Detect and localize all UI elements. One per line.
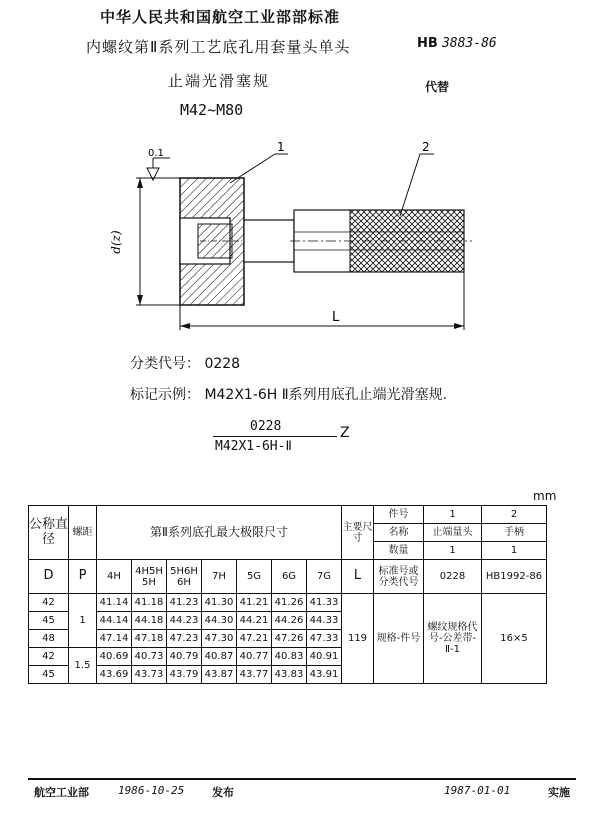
table-cell: 47.30 — [202, 630, 237, 648]
formula-denominator: M42X1-6H-Ⅱ — [215, 439, 292, 454]
header-std: 标准号或分类代号 — [374, 560, 424, 594]
table-cell: 44.23 — [167, 612, 202, 630]
tol-col: 4H5H 5H — [132, 560, 167, 594]
symbol-P: P — [69, 560, 97, 594]
title-line-2: 止端光滑塞规 — [168, 72, 271, 90]
spec-note: 规格-件号 — [374, 594, 424, 684]
table-cell: 44.14 — [97, 612, 132, 630]
table-cell: 41.21 — [237, 594, 272, 612]
header-qty: 数量 — [374, 542, 424, 560]
table-cell: 43.87 — [202, 666, 237, 684]
callout-1: 1 — [277, 140, 285, 154]
std-1: 0228 — [424, 560, 482, 594]
part-2: 2 — [482, 506, 547, 524]
table-cell: 40.83 — [272, 648, 307, 666]
part-1: 1 — [424, 506, 482, 524]
symbol-D: D — [29, 560, 69, 594]
qty-1: 1 — [424, 542, 482, 560]
std-2: HB1992-86 — [482, 560, 547, 594]
table-cell: 41.33 — [307, 594, 342, 612]
table-cell: 40.79 — [167, 648, 202, 666]
dimension-table — [28, 505, 547, 684]
row-D: 45 — [29, 666, 69, 684]
row-D: 42 — [29, 594, 69, 612]
size-range: M42~M80 — [180, 101, 244, 119]
footer-implemented: 实施 — [548, 786, 570, 799]
tol-col: 7G — [307, 560, 342, 594]
table-cell: 43.77 — [237, 666, 272, 684]
L-value: 119 — [342, 594, 374, 684]
table-cell: 40.87 — [202, 648, 237, 666]
table-cell: 40.69 — [97, 648, 132, 666]
row-D: 48 — [29, 630, 69, 648]
handle-size: 16×5 — [482, 594, 547, 684]
row-D: 42 — [29, 648, 69, 666]
footer-issued: 发布 — [212, 786, 234, 799]
table-cell: 47.33 — [307, 630, 342, 648]
table-cell: 47.21 — [237, 630, 272, 648]
tol-col: 5H6H 6H — [167, 560, 202, 594]
footer-rule — [28, 778, 576, 780]
name-1: 止端量头 — [424, 524, 482, 542]
tol-col: 4H — [97, 560, 132, 594]
footer-ministry: 航空工业部 — [34, 786, 89, 799]
row-D: 45 — [29, 612, 69, 630]
header-nominal: 公称直径 — [29, 506, 69, 560]
table-cell: 47.23 — [167, 630, 202, 648]
table-cell: 44.21 — [237, 612, 272, 630]
table-cell: 41.18 — [132, 594, 167, 612]
standard-number: HB 3883-86 — [417, 36, 497, 51]
formula-numerator: 0228 — [250, 419, 282, 434]
table-cell: 40.91 — [307, 648, 342, 666]
callout-2: 2 — [422, 140, 430, 154]
marking-example: 标记示例： M42X1-6H Ⅱ系列用底孔止端光滑塞规. — [130, 387, 448, 403]
table-cell: 41.23 — [167, 594, 202, 612]
flatness-value: 0.1 — [148, 148, 164, 159]
table-cell: 43.83 — [272, 666, 307, 684]
tol-col: 7H — [202, 560, 237, 594]
table-cell: 47.18 — [132, 630, 167, 648]
dim-d-label: d(z) — [109, 230, 123, 254]
table-cell: 43.91 — [307, 666, 342, 684]
gauge-drawing — [100, 140, 500, 340]
formula-suffix: Z — [340, 425, 350, 441]
pitch-value: 1.5 — [69, 648, 97, 684]
table-cell: 41.30 — [202, 594, 237, 612]
table-cell: 41.14 — [97, 594, 132, 612]
header-name: 名称 — [374, 524, 424, 542]
table-cell: 44.33 — [307, 612, 342, 630]
tol-col: 6G — [272, 560, 307, 594]
table-cell: 44.26 — [272, 612, 307, 630]
table-cell: 47.26 — [272, 630, 307, 648]
header-pitch: 螺距 — [69, 506, 97, 560]
footer-issue-date: 1986-10-25 — [118, 784, 185, 797]
header-main: 主要尺寸 — [342, 506, 374, 560]
footer-impl-date: 1987-01-01 — [444, 784, 511, 797]
table-cell: 44.18 — [132, 612, 167, 630]
org-header: 中华人民共和国航空工业部部标准 — [100, 8, 341, 26]
header-limits: 第Ⅱ系列底孔最大极限尺寸 — [97, 506, 342, 560]
unit-label: mm — [533, 489, 557, 503]
table-cell: 44.30 — [202, 612, 237, 630]
name-2: 手柄 — [482, 524, 547, 542]
symbol-L: L — [342, 560, 374, 594]
table-cell: 40.73 — [132, 648, 167, 666]
thread-note: 螺纹规格代号-公差带-Ⅱ-1 — [424, 594, 482, 684]
table-cell: 47.14 — [97, 630, 132, 648]
table-cell: 43.79 — [167, 666, 202, 684]
header-part-no: 件号 — [374, 506, 424, 524]
classification-code: 分类代号： 0228 — [130, 356, 241, 372]
qty-2: 1 — [482, 542, 547, 560]
table-cell: 41.26 — [272, 594, 307, 612]
table-cell: 43.73 — [132, 666, 167, 684]
pitch-value: 1 — [69, 594, 97, 648]
table-cell: 43.69 — [97, 666, 132, 684]
table-cell: 40.77 — [237, 648, 272, 666]
formula-divider — [213, 436, 337, 437]
title-line-1: 内螺纹第Ⅱ系列工艺底孔用套量头单头 — [86, 38, 351, 56]
dim-L-label: L — [332, 310, 340, 325]
tol-col: 5G — [237, 560, 272, 594]
replaces-label: 代替 — [425, 80, 450, 94]
